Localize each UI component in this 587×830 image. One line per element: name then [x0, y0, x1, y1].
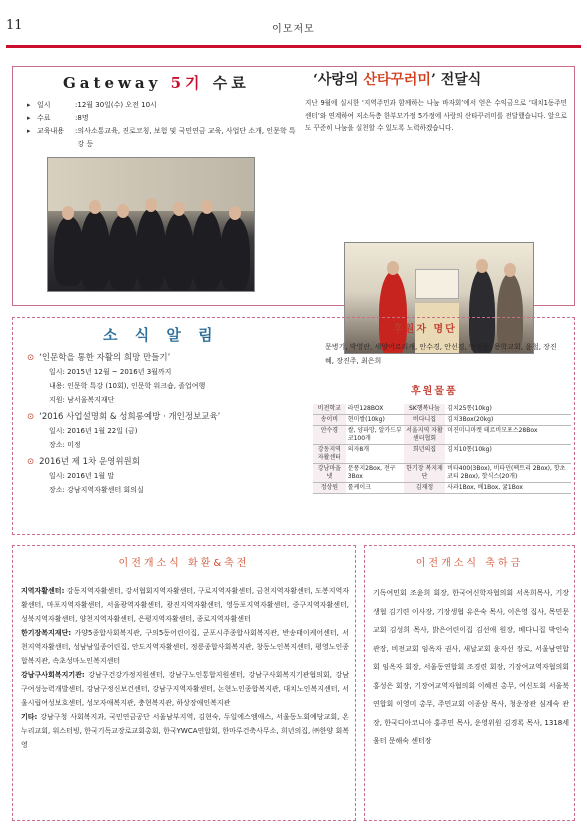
bullet-icon: ⊙ — [27, 457, 35, 467]
table-cell: 김치3Box(20kg) — [445, 415, 571, 426]
publication-name: 이모저모 — [272, 24, 315, 35]
page-number: 11 — [6, 18, 23, 33]
gateway-item-content: ▸ 교육내용 : 의사소통교육, 진로코칭, 보험 및 국민연금 교육, 사업단 소개, 인문학 특강 등 — [27, 125, 297, 151]
flowers-paragraph: 강남구사회복지기관: 강남구건강가정지원센터, 강남구노인통합지원센터, 강남구사회복지기관협의회, 강남구여성능력개발센터, 강남구정신보건센터, 강남구지역자활센터, 논현노인종합복지관, 대치노인복지센터, 서울시립여성보호센터, 성모자애복지관, 충현복지관, 하상장애인복지관 — [21, 671, 349, 707]
goods-title: 후원물품 — [411, 386, 458, 397]
table-row — [313, 483, 571, 494]
table-cell: 비전학교 — [313, 404, 346, 415]
news-item-title: ⊙ 2016년 제 1차 운영위원회 — [27, 457, 140, 467]
table-cell: 롤케이크 — [346, 483, 404, 494]
award-description: 지난 9월에 실시한 ‘지역주민과 함께하는 나눔 바자회’에서 얻은 수익금으로 ‘대치1동주민센터’와 연계하여 저소득층 한부모가정 5가정에 사랑의 산타꾸러미를 전달했습니다. 앞으로도 꾸준히 나눔을 실천할 수 있도록 노력하겠습니다. — [305, 99, 567, 132]
flowers-section — [12, 545, 356, 821]
table-cell: 의자8개 — [346, 445, 404, 464]
news-detail: 일시: 2015년 12월 ~ 2016년 3월까지 — [49, 368, 172, 376]
news-detail: 내용: 인문학 특강 (10회), 인문학 워크숍, 졸업여행 — [49, 382, 206, 390]
news-section — [12, 317, 575, 535]
table-cell: 안수경 — [313, 426, 346, 445]
table-cell: 희년의집 — [404, 445, 445, 464]
news-detail: 일시: 2016년 1월 말 — [49, 472, 115, 480]
table-cell: 라면128BOX — [346, 404, 404, 415]
bullet-icon: ⊙ — [27, 353, 35, 363]
sponsors-list: 문병기, 박영란, 세양어르리캐, 안수경, 안선경, 안진용, 용학교회, 윤철, 장진혜, 장진주, 최은희 — [325, 343, 557, 365]
gateway-title: Gateway 5기 수료 — [63, 74, 250, 92]
table-cell: 비다니집 — [404, 415, 445, 426]
sponsors-title: 후원자 명단 — [393, 324, 457, 335]
news-title: 소 식 알 림 — [103, 326, 219, 344]
table-cell: 서울지역 자활센터협회 — [404, 426, 445, 445]
table-row — [313, 445, 571, 464]
news-detail: 장소: 강남지역자활센터 회의실 — [49, 486, 144, 494]
table-cell: 강동지역자활센터 — [313, 445, 346, 464]
table-cell: 강남마을넷 — [313, 464, 346, 483]
donations-list: 기독여민회 조윤희 회장, 한국여신학자협의회 서옥희목사, 기장생협 김기련 이사장, 기장생협 유은숙 목사, 이은영 집사, 목민문교회 김성희 목사, 밝은어린이집 김선애 원장, 베다니집 박인숙 관장, 비전교회 임옥자 권사, 새날교회 윤자선 장로, 서울남연합회 임옥자 회장, 서울동연합회 조경련 회장, 기장여교역자협의회 홍성은 회장, 기장여교역자협의회 이혜진 총무, 여신도회 서울북연합회 이영미 총무, 주민교회 이종삼 목사, 청운장관 심계숙 관장, 한국디아코니아 홍주민 목사, 운영위원 김경록 목사, 1318세움터 문해숙 센터장 — [373, 589, 569, 745]
flowers-paragraph: 한기장복지재단: 가양5종합사회복지관, 구의5동어린이집, 군포시주종합사회복지관, 반송태이케어센터, 서천지역자활센터, 성남남일종어린집, 안도지역자활센터, 정릉종합사회복지관, 창동노인복지센터, 평영노인종합복지관, 속초성마노인복지센터 — [21, 629, 349, 665]
table-cell: 문풍지2Box, 전구3Box — [346, 464, 404, 483]
gateway-item-date: ▸ 일시 : 12월 30일(수) 오전 10시 — [27, 99, 297, 112]
award-title: ‘사랑의 산타꾸러미’ 전달식 — [313, 72, 482, 88]
table-cell: 정상원 — [313, 483, 346, 494]
news-detail: 지원: 남서울복지재단 — [49, 396, 115, 404]
table-cell: 미진미니마켓 테르비모포스28Box — [445, 426, 571, 445]
table-cell: 한기장 복지재단 — [404, 464, 445, 483]
flowers-title: 이전개소식 화환&축전 — [118, 558, 250, 569]
table-row — [313, 464, 571, 483]
table-cell: 비타400(3Box), 비타민(팩트리 2Box), 핫초코티 2Box), 핫식스(20개) — [445, 464, 571, 483]
news-detail: 장소: 미정 — [49, 441, 81, 449]
goods-table — [313, 404, 571, 494]
donations-section — [364, 545, 575, 821]
bullet-icon: ▸ — [27, 114, 31, 122]
gateway-details — [27, 99, 297, 151]
flowers-list — [21, 584, 349, 752]
news-list — [27, 348, 307, 497]
bullet-icon: ▸ — [27, 127, 31, 135]
flowers-paragraph: 지역자활센터: 강동지역자활센터, 강서협회지역자활센터, 구로지역자활센터, 금천지역자활센터, 도봉지역자활센터, 마포지역자활센터, 서울광역자활센터, 광진지역자활센터, 영등포지역자활센터, 중구지역자활센터, 성북지역자활센터, 양천지역자활센터, 은평지역자활센터, 종로지역자활센터 — [21, 587, 349, 623]
gateway-item-count: ▸ 수료 : 8명 — [27, 112, 297, 125]
table-row — [313, 404, 571, 415]
table-cell: 김치25통(10kg) — [445, 404, 571, 415]
top-section — [12, 66, 575, 306]
table-cell: 사과1Box, 배1Box, 귤1Box — [445, 483, 571, 494]
table-cell: 송이비 — [313, 415, 346, 426]
table-cell: 김재정 — [404, 483, 445, 494]
table-cell: 김치10통(10kg) — [445, 445, 571, 464]
flowers-paragraph: 기타: 강남구청 사회복지과, 국민연금공단 서울남부지역, 김현숙, 두일에스엠애스, 서울동노회예당교회, 온누리교회, 워스터빙, 한국기독교장로교회총회, 한국YWCA연합회, 한마루건축사무소, 희년의집, ㈜한양 회복영 — [21, 713, 349, 749]
bullet-icon: ⊙ — [27, 412, 35, 422]
gateway-group-photo — [47, 157, 255, 292]
table-row — [313, 426, 571, 445]
news-item-title: ⊙ ‘인문학을 통한 자활의 희망 만들기’ — [27, 353, 171, 363]
donations-title: 이전개소식 축하금 — [415, 558, 524, 569]
bullet-icon: ▸ — [27, 101, 31, 109]
news-detail: 일시: 2016년 1월 22일 (금) — [49, 427, 138, 435]
news-item-title: ⊙ ‘2016 사업설명회 & 성희롱예방 · 개인정보교육’ — [27, 412, 221, 422]
table-cell: SK행복나눔 — [404, 404, 445, 415]
table-cell: 쌀, 양파망, 알카드부코100개 — [346, 426, 404, 445]
table-row — [313, 415, 571, 426]
table-cell: 현미쌀(10kg) — [346, 415, 404, 426]
